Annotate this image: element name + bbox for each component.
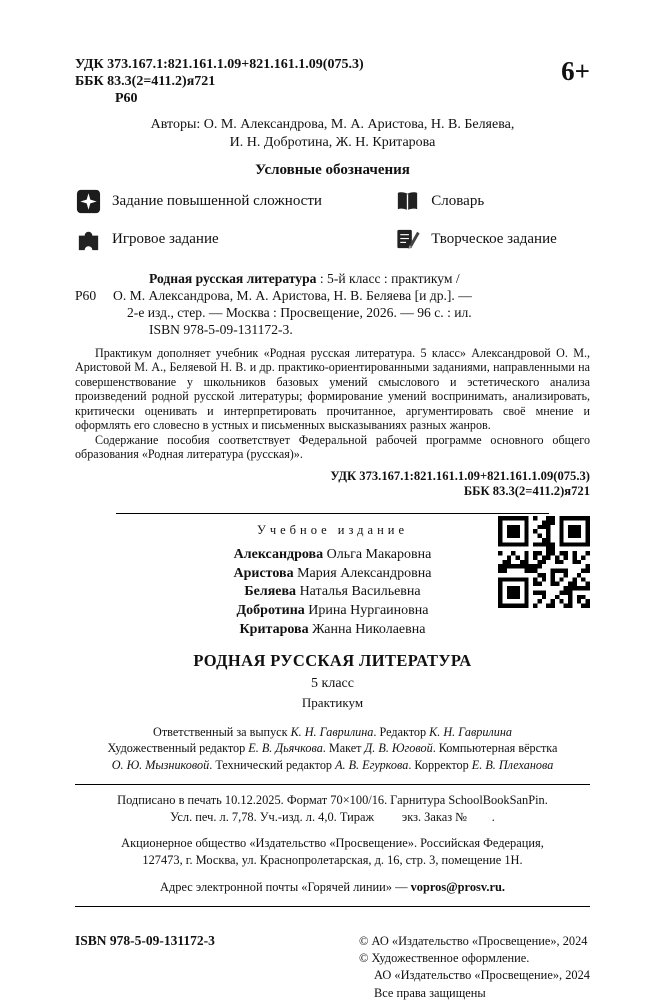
- biblio-code-top: Р60: [115, 91, 138, 107]
- author-given: Мария Александровна: [297, 565, 432, 581]
- classification-codes-right: [75, 469, 590, 500]
- author-given: Ирина Нургаиновна: [308, 602, 429, 618]
- biblio-isbn: ISBN 978-5-09-131172-3.: [149, 321, 293, 337]
- publisher-line1: Акционерное общество «Издательство «Просвещение». Российская Федерация,: [121, 836, 544, 850]
- divider-above-footer: [75, 906, 590, 907]
- copyright-line: © АО «Издательство «Просвещение», 2024: [359, 934, 588, 949]
- authors-note-line2: И. Н. Добротина, Ж. Н. Критарова: [229, 134, 436, 150]
- biblio-title: Родная русская литература: [149, 271, 317, 287]
- footer: [75, 933, 590, 1001]
- annotation: [75, 346, 590, 462]
- author-surname: Добротина: [236, 602, 305, 618]
- legend-item-label: Словарь: [431, 193, 485, 210]
- bbk-line: ББК 83.3(2=411.2)я721: [75, 74, 216, 90]
- copyright-line: АО «Издательство «Просвещение», 2024: [374, 968, 590, 983]
- edition-author: [75, 621, 590, 640]
- author-surname: Критарова: [239, 621, 309, 637]
- age-rating-badge: 6+: [561, 56, 590, 86]
- biblio-title-rest: : 5-й класс : практикум /: [316, 271, 460, 287]
- top-block: [75, 56, 590, 107]
- print-info-line2: Усл. печ. л. 7,78. Уч.-изд. л. 4,0. Тираж экз. Заказ № .: [170, 809, 495, 824]
- biblio-code: Р60: [75, 288, 97, 304]
- biblio-title-line: [75, 271, 590, 288]
- credits-block: Ответственный за выпуск К. Н. Гаврилина. Редактор К. Н. Гаврилина Художественный редактор Е. В. Дьячкова. Макет Д. В. Юговой. Компьютерная вёрстка О. Ю. Мызниковой. Технический редактор А. В. Егуркова. Корректор Е. В. Плеханова: [107, 725, 558, 772]
- edition-label: Учебное издание: [256, 523, 409, 538]
- legend-item-game-task: [75, 226, 394, 253]
- bbk-line-right: ББК 83.3(2=411.2)я721: [463, 484, 590, 499]
- hotline-email-line: [75, 880, 590, 895]
- hotline-email-prefix: Адрес электронной почты «Горячей линии» —: [160, 880, 411, 895]
- publisher-info: [75, 835, 590, 869]
- legend-title: Условные обозначения: [255, 162, 410, 179]
- author-surname: Аристова: [233, 565, 294, 581]
- bibliographic-record: [75, 271, 590, 338]
- authors-note-line1: Авторы: О. М. Александрова, М. А. Аристова, Н. В. Беляева,: [150, 117, 515, 133]
- author-surname: Александрова: [233, 547, 324, 563]
- annotation-paragraph-2: Содержание пособия соответствует Федеральной рабочей программе основного общего образования «Родная литература (русская)».: [75, 432, 590, 462]
- author-given: Ольга Макаровна: [326, 547, 432, 563]
- print-info: [75, 792, 590, 826]
- book-title: РОДНАЯ РУССКАЯ ЛИТЕРАТУРА: [193, 651, 472, 671]
- legend: [75, 188, 590, 253]
- legend-item-hard-task: [75, 188, 394, 215]
- author-given: Наталья Васильевна: [299, 584, 421, 600]
- book-grade: 5 класс: [311, 676, 354, 692]
- divider-above-print-info: [75, 784, 590, 785]
- authors-note: [75, 116, 590, 151]
- annotation-paragraph-1: Практикум дополняет учебник «Родная русская литература. 5 класс» Александровой О. М., Аристовой М. А., Беляевой Н. В. и др. практико-ориентированными заданиями, направленными на совершенствование у школьников базовых умений смыслового и эстетического анализа произведений родной русской литературы; формирование умений воспринимать, анализировать, критически оценивать и интерпретировать прочитанное, аргументировать своё мнение и оформлять его словесно в устных и письменных высказываниях разных жанров.: [75, 345, 590, 433]
- legend-item-label: Игровое задание: [112, 231, 219, 248]
- biblio-authors: О. М. Александрова, М. А. Аристова, Н. В. Беляева [и др.]. —: [113, 288, 472, 304]
- biblio-line3: 2-е изд., стер. — Москва : Просвещение, 2026. — 96 с. : ил.: [127, 304, 472, 320]
- classification-codes: [75, 56, 364, 107]
- legend-item-creative-task: [394, 226, 590, 253]
- legend-item-label: Творческое задание: [431, 231, 557, 248]
- qr-code: [498, 516, 590, 608]
- legend-item-dictionary: [394, 188, 590, 215]
- dictionary-icon: [394, 188, 421, 215]
- biblio-line2: [75, 288, 590, 305]
- hard-task-icon: [75, 188, 102, 215]
- divider-above-edition: [116, 513, 549, 514]
- udk-line-right: УДК 373.167.1:821.161.1.09+821.161.1.09(075.3): [330, 468, 590, 483]
- author-given: Жанна Николаевна: [312, 621, 426, 637]
- game-task-icon: [75, 226, 102, 253]
- creative-task-icon: [394, 226, 421, 253]
- copyright-block: [359, 933, 590, 1001]
- print-info-line1: Подписано в печать 10.12.2025. Формат 70×100/16. Гарнитура SchoolBookSanPin.: [117, 792, 548, 807]
- udk-line: УДК 373.167.1:821.161.1.09+821.161.1.09(075.3): [75, 57, 364, 72]
- copyright-line: © Художественное оформление.: [359, 951, 530, 966]
- author-surname: Беляева: [244, 584, 297, 600]
- copyright-line: Все права защищены: [374, 985, 486, 1000]
- book-kind: Практикум: [301, 695, 364, 711]
- legend-item-label: Задание повышенной сложности: [112, 193, 322, 210]
- publisher-line2: 127473, г. Москва, ул. Краснопролетарская, д. 16, стр. 3, помещение 1Н.: [142, 853, 523, 868]
- footer-isbn: ISBN 978-5-09-131172-3: [75, 933, 215, 949]
- hotline-email-address: vopros@prosv.ru.: [410, 880, 505, 895]
